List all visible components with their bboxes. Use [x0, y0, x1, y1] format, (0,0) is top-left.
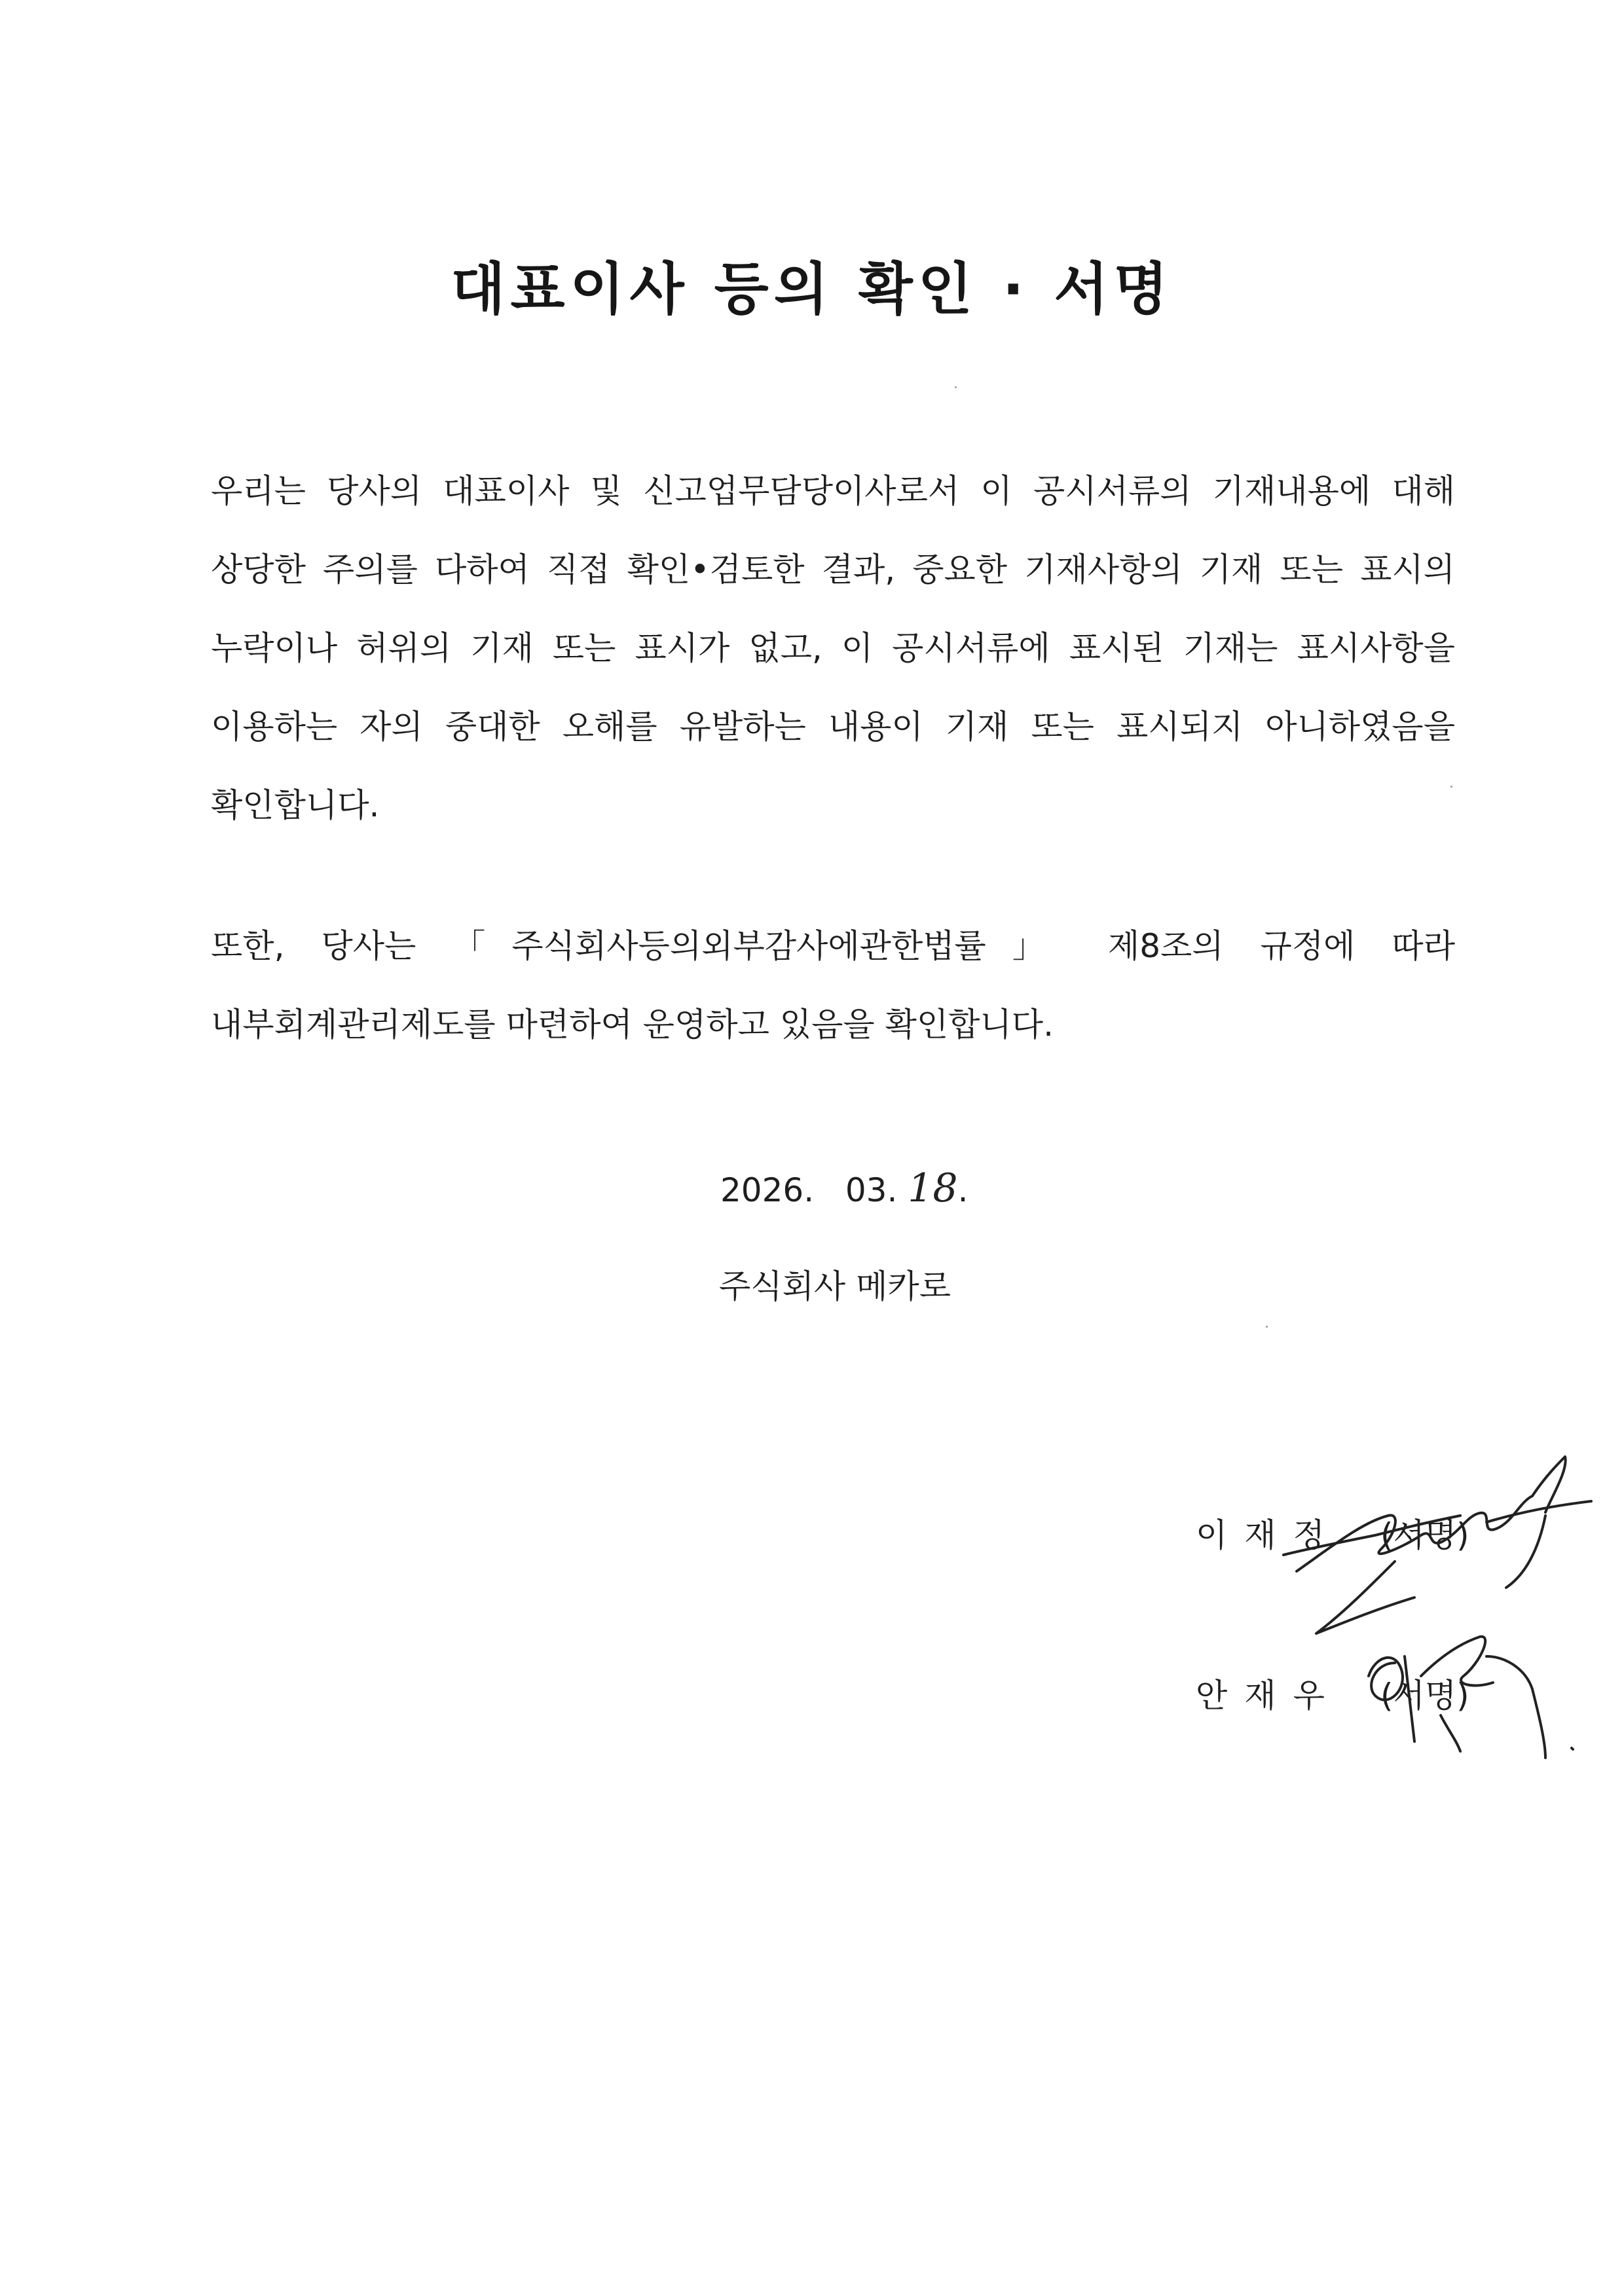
- scan-speck: [955, 386, 957, 388]
- date-suffix: .: [957, 1171, 969, 1209]
- scan-speck: [1266, 1326, 1268, 1328]
- scan-speck: [1450, 786, 1452, 788]
- signatory-name: 안재우: [1196, 1677, 1342, 1715]
- confirmation-paragraph: 우리는 당사의 대표이사 및 신고업무담당이사로서 이 공시서류의 기재내용에 대해 상당한 주의를 다하여 직접 확인•검토한 결과, 중요한 기재사항의 기재 또는 표시의 누락이나 허위의 기재 또는 표시가 없고, 이 공시서류에 표시된 기재는 표시사항을 이용하는 자의 중대한 오해를 유발하는 내용이 기재 또는 표시되지 아니하였음을 확인합니다.: [211, 472, 1455, 824]
- company-name: 주식회사 메카로: [719, 1267, 951, 1305]
- signatory-name: 이재정: [1196, 1516, 1342, 1554]
- internal-control-paragraph: 또한, 당사는 「주식회사등의외부감사에관한법률」 제8조의 규정에 따라 내부회계관리제도를 마련하여 운영하고 있음을 확인합니다.: [211, 927, 1455, 1044]
- document-title: 대표이사 등의 확인 · 서명: [451, 257, 1173, 322]
- signing-date: [720, 1165, 969, 1211]
- signature-placeholder: (서명): [1380, 1516, 1469, 1554]
- signature-placeholder: (서명): [1380, 1677, 1469, 1715]
- date-handwritten-day: 18: [908, 1165, 958, 1211]
- date-printed: 2026. 03.: [720, 1171, 898, 1209]
